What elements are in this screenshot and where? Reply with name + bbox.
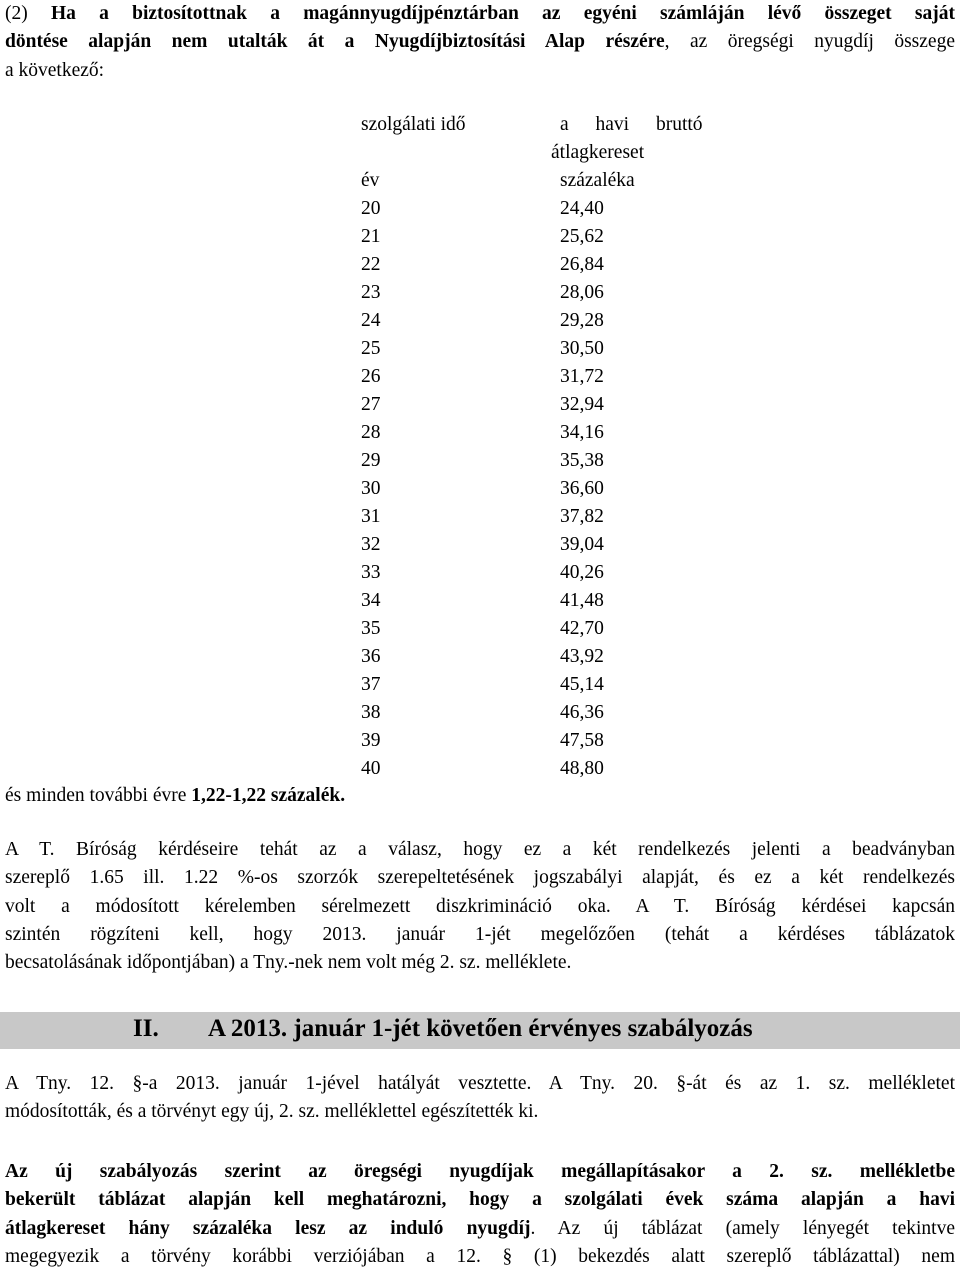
table-cell-percent: 41,48 bbox=[560, 590, 604, 611]
new-rule-paragraph bbox=[5, 1158, 955, 1271]
table-cell-percent: 43,92 bbox=[560, 646, 604, 667]
tny-line-2: módosították, és a törvényt egy új, 2. sz. melléklettel egészítették ki. bbox=[5, 1101, 539, 1123]
table-cell-years: 30 bbox=[361, 478, 381, 499]
table-cell-years: 39 bbox=[361, 730, 381, 751]
intro-line-2: döntése alapján nem utalták át a Nyugdíjbiztosítási Alap részére, az öregségi nyugdíj összege bbox=[5, 31, 955, 53]
table-header-service-time: szolgálati idő bbox=[361, 114, 466, 135]
table-cell-percent: 26,84 bbox=[560, 254, 604, 275]
table-cell-percent: 48,80 bbox=[560, 758, 604, 779]
intro-line-3: a következő: bbox=[5, 59, 105, 81]
table-cell-years: 28 bbox=[361, 422, 381, 443]
table-cell-years: 36 bbox=[361, 646, 381, 667]
tny-paragraph bbox=[5, 1070, 955, 1127]
court-paragraph bbox=[5, 836, 955, 977]
new-rule-line-4: megegyezik a törvény korábbi verziójában a 12. § (1) bekezdés alatt szereplő táblázattal) nem bbox=[5, 1245, 955, 1267]
new-rule-line-1: Az új szabályozás szerint az öregségi nyugdíjak megállapításakor a 2. sz. mellékletbe bbox=[5, 1161, 955, 1182]
court-line-2: szereplő 1.65 ill. 1.22 %-os szorzók szerepeltetésének jogszabályi alapját, és ez a két rendelkezés bbox=[5, 867, 955, 889]
table-cell-years: 20 bbox=[361, 198, 381, 219]
new-rule-line-3: átlagkereset hány százaléka lesz az induló nyugdíj. Az új táblázat (amely lényegét tekintve bbox=[5, 1217, 955, 1239]
section-number: II. bbox=[133, 1015, 159, 1042]
table-header-year: év bbox=[361, 170, 380, 191]
table-footer: és minden további évre 1,22-1,22 százalék. bbox=[5, 785, 346, 806]
table-cell-percent: 42,70 bbox=[560, 618, 604, 639]
table-cell-years: 35 bbox=[361, 618, 381, 639]
table-cell-years: 22 bbox=[361, 254, 381, 275]
table-cell-years: 26 bbox=[361, 366, 381, 387]
court-line-5: becsatolásának időpontjában) a Tny.-nek nem volt még 2. sz. melléklete. bbox=[5, 952, 572, 974]
table-cell-percent: 47,58 bbox=[560, 730, 604, 751]
table-cell-percent: 24,40 bbox=[560, 198, 604, 219]
table-cell-years: 40 bbox=[361, 758, 381, 779]
table-cell-years: 21 bbox=[361, 226, 381, 247]
new-rule-line-2: bekerült táblázat alapján kell meghatározni, hogy a szolgálati évek száma alapján a havi bbox=[5, 1189, 955, 1211]
table-cell-percent: 29,28 bbox=[560, 310, 604, 331]
court-line-1: A T. Bíróság kérdéseire tehát az a válasz, hogy ez a két rendelkezés jelenti a beadványban bbox=[5, 839, 955, 860]
table-header-percentage: százaléka bbox=[560, 170, 635, 191]
table-cell-percent: 28,06 bbox=[560, 282, 604, 303]
table-cell-percent: 31,72 bbox=[560, 366, 604, 387]
table-cell-percent: 30,50 bbox=[560, 338, 604, 359]
table-cell-years: 23 bbox=[361, 282, 381, 303]
table-cell-years: 37 bbox=[361, 674, 381, 695]
table-cell-percent: 46,36 bbox=[560, 702, 604, 723]
table-cell-percent: 45,14 bbox=[560, 674, 604, 695]
intro-paragraph bbox=[5, 0, 955, 85]
table-cell-years: 38 bbox=[361, 702, 381, 723]
table-cell-percent: 37,82 bbox=[560, 506, 604, 527]
table-cell-percent: 40,26 bbox=[560, 562, 604, 583]
table-cell-percent: 36,60 bbox=[560, 478, 604, 499]
table-cell-years: 27 bbox=[361, 394, 381, 415]
table-cell-years: 32 bbox=[361, 534, 381, 555]
table-cell-percent: 32,94 bbox=[560, 394, 604, 415]
table-header-monthly-gross: a havi bruttó bbox=[560, 114, 703, 135]
table-cell-percent: 35,38 bbox=[560, 450, 604, 471]
table-cell-percent: 39,04 bbox=[560, 534, 604, 555]
court-line-3: volt a módosított kérelemben sérelmezett diszkrimináció oka. A T. Bíróság kérdései kapcsán bbox=[5, 895, 955, 917]
table-cell-percent: 34,16 bbox=[560, 422, 604, 443]
tny-line-1: A Tny. 12. §-a 2013. január 1-jével hatályát vesztette. A Tny. 20. §-át és az 1. sz. mellékletet bbox=[5, 1073, 955, 1094]
table-cell-years: 29 bbox=[361, 450, 381, 471]
intro-line-1: (2) Ha a biztosítottnak a magánnyugdíjpénztárban az egyéni számláján lévő összeget saját bbox=[5, 3, 955, 24]
section-heading bbox=[0, 1012, 960, 1049]
section-title: A 2013. január 1-jét követően érvényes szabályozás bbox=[208, 1015, 753, 1042]
court-line-4: szintén rögzíteni kell, hogy 2013. január 1-jét megelőzően (tehát a kérdéses táblázatok bbox=[5, 923, 955, 945]
table-cell-years: 31 bbox=[361, 506, 381, 527]
table-cell-years: 33 bbox=[361, 562, 381, 583]
table-cell-years: 25 bbox=[361, 338, 381, 359]
table-cell-years: 34 bbox=[361, 590, 381, 611]
table-header-average-earnings: átlagkereset bbox=[551, 142, 645, 163]
table-cell-years: 24 bbox=[361, 310, 381, 331]
table-cell-percent: 25,62 bbox=[560, 226, 604, 247]
